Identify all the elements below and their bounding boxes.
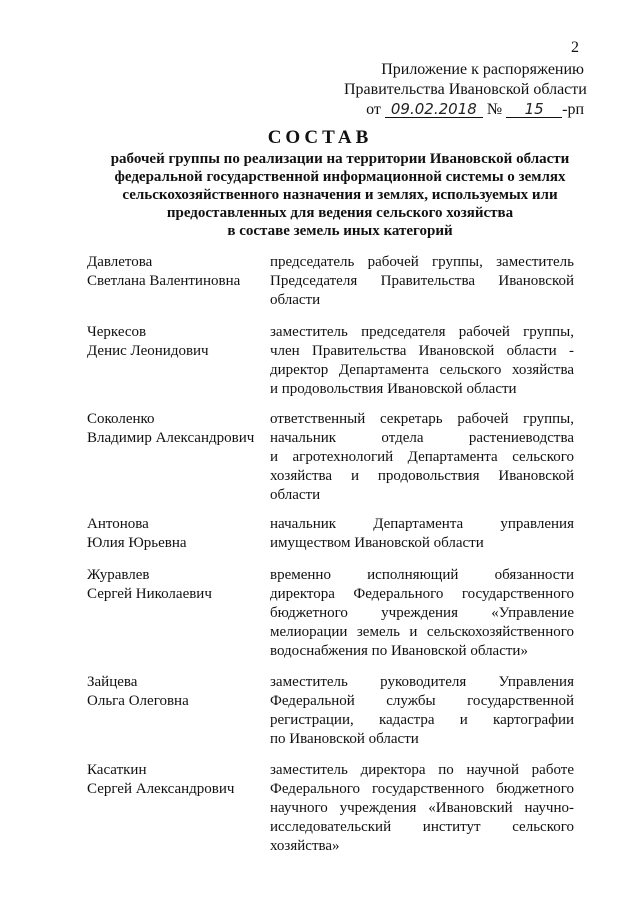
role-line: директора Федерального государственного: [270, 586, 574, 602]
role-line: области: [270, 487, 321, 503]
member-given-names: Владимир Александрович: [87, 430, 255, 446]
annex-header: [344, 60, 587, 120]
role-line: временно исполняющий обязанности: [270, 567, 574, 583]
member-given-names: Сергей Николаевич: [87, 586, 212, 602]
number-suffix: -рп: [562, 101, 584, 118]
role-line: хозяйства»: [270, 838, 340, 854]
role-line: имуществом Ивановской области: [270, 535, 484, 551]
member-name: [87, 253, 267, 291]
role-line: директор Департамента сельского хозяйства: [270, 362, 574, 378]
member-surname: Давлетова: [87, 254, 153, 270]
handwritten-number: 15: [506, 101, 562, 118]
member-name: [87, 566, 267, 604]
date-prefix: от: [366, 101, 381, 118]
member-surname: Антонова: [87, 516, 149, 532]
role-line: ответственный секретарь рабочей группы,: [270, 411, 574, 427]
member-name: [87, 761, 267, 799]
role-line: начальник отдела растениеводства: [270, 430, 574, 446]
member-role: [270, 253, 574, 310]
document-title: СОСТАВ: [267, 127, 373, 148]
role-line: исследовательский институт сельского: [270, 819, 574, 835]
member-given-names: Светлана Валентиновна: [87, 273, 241, 289]
member-surname: Зайцева: [87, 674, 138, 690]
role-line: заместитель руководителя Управления: [270, 674, 574, 690]
role-line: бюджетного учреждения «Управление: [270, 605, 574, 621]
role-line: и продовольствия Ивановской области: [270, 381, 517, 397]
page-number: 2: [571, 39, 579, 56]
subtitle-line: предоставленных для ведения сельского хозяйства: [166, 205, 514, 221]
role-line: области: [270, 292, 321, 308]
member-name: [87, 673, 267, 711]
annex-date-line: [344, 100, 584, 120]
member-given-names: Ольга Олеговна: [87, 693, 189, 709]
annex-line-1: Приложение к распоряжению: [381, 61, 584, 78]
subtitle-line: в составе земель иных категорий: [227, 223, 453, 239]
role-line: мелиорации земель и сельскохозяйственного: [270, 624, 574, 640]
member-given-names: Юлия Юрьевна: [87, 535, 187, 551]
member-surname: Касаткин: [87, 762, 147, 778]
role-line: начальник Департамента управления: [270, 516, 574, 532]
subtitle-line: федеральной государственной информационной системы о землях: [114, 169, 566, 185]
role-line: заместитель председателя рабочей группы,: [270, 324, 574, 340]
member-role: [270, 410, 574, 505]
member-role: [270, 515, 574, 553]
member-role: [270, 673, 574, 749]
member-role: [270, 566, 574, 661]
document-subtitle: [100, 150, 580, 240]
handwritten-date: 09.02.2018: [385, 101, 483, 118]
member-given-names: Сергей Александрович: [87, 781, 235, 797]
role-line: Федерального государственного бюджетного: [270, 781, 574, 797]
annex-line-2: Правительства Ивановской области: [344, 81, 587, 98]
role-line: хозяйства и продовольствия Ивановской: [270, 468, 574, 484]
member-name: [87, 515, 267, 553]
member-name: [87, 323, 267, 361]
role-line: водоснабжения по Ивановской области»: [270, 643, 528, 659]
role-line: председатель рабочей группы, заместитель: [270, 254, 574, 270]
member-surname: Соколенко: [87, 411, 155, 427]
member-surname: Черкесов: [87, 324, 147, 340]
subtitle-line: рабочей группы по реализации на территории Ивановской области: [110, 151, 570, 167]
subtitle-line: сельскохозяйственного назначения и землях, используемых или: [122, 187, 558, 203]
member-name: [87, 410, 267, 448]
member-role: [270, 323, 574, 399]
member-surname: Журавлев: [87, 567, 150, 583]
role-line: член Правительства Ивановской области -: [270, 343, 574, 359]
role-line: Председателя Правительства Ивановской: [270, 273, 574, 289]
role-line: Федеральной службы государственной: [270, 693, 574, 709]
role-line: по Ивановской области: [270, 731, 419, 747]
role-line: научного учреждения «Ивановский научно-: [270, 800, 574, 816]
number-prefix: №: [486, 101, 503, 118]
role-line: регистрации, кадастра и картографии: [270, 712, 574, 728]
role-line: заместитель директора по научной работе: [270, 762, 574, 778]
member-role: [270, 761, 574, 856]
role-line: и агротехнологий Департамента сельского: [270, 449, 574, 465]
member-given-names: Денис Леонидович: [87, 343, 209, 359]
